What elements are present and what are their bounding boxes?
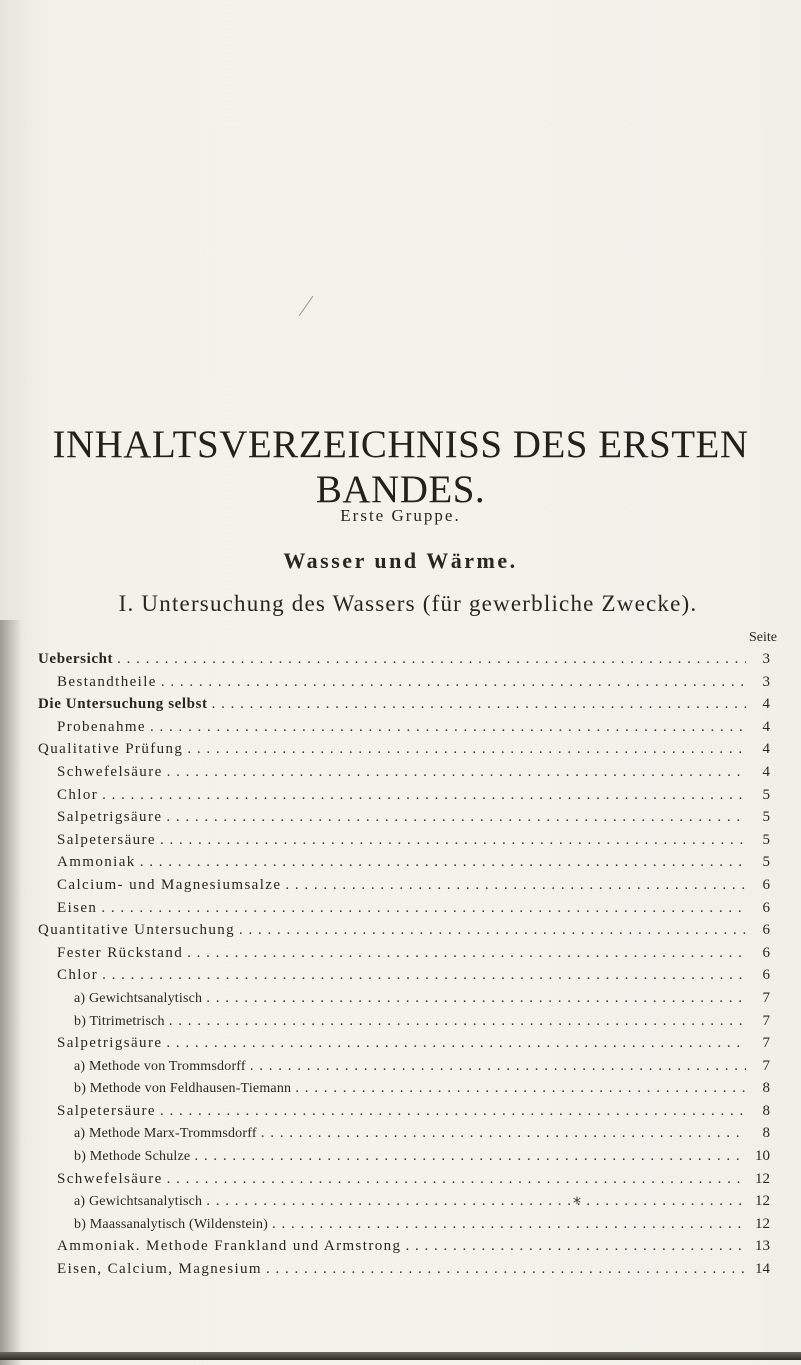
toc-entry [38,671,770,694]
toc-page-number: 6 [762,876,770,893]
toc-page-number: 3 [762,651,770,667]
toc-page-number: 6 [762,967,770,984]
part-heading: Wasser und Wärme. [283,548,518,573]
toc-page-number: 4 [762,696,770,713]
toc-page-number: 8 [762,1080,770,1097]
dot-leader [261,1122,746,1145]
toc-entry [38,874,770,897]
toc-entry [38,761,770,784]
toc-page-number: 5 [762,786,770,803]
dot-leader [206,987,746,1010]
dot-leader [250,1055,746,1078]
toc-page-number: 7 [762,989,770,1006]
toc-entry-label: b) Titrimetrisch [74,1013,165,1029]
toc-page-number: 8 [762,1125,770,1142]
toc-page-number: 7 [762,1012,770,1029]
section-heading: I. Untersuchung des Wassers (für gewerbliche Zwecke). [118,591,698,616]
toc-entry [38,1213,770,1236]
toc-entry-label: Qualitative Prüfung [38,741,184,758]
toc-page-number: 6 [762,899,770,916]
toc-entry-label: Chlor [57,967,99,984]
toc-entry [38,919,770,942]
toc-entry [38,693,770,716]
toc-entry-label: a) Methode Marx-Trommsdorff [74,1126,257,1142]
dot-leader [160,829,746,852]
toc-entry-label: Salpetersäure [57,831,156,848]
toc-entry-label: Salpetersäure [57,1102,156,1119]
toc-entry-label: b) Maassanalytisch (Wildenstein) [74,1216,269,1232]
toc-entry [38,716,770,739]
toc-entry [38,1077,770,1100]
toc-page-number: 13 [755,1238,770,1255]
toc-entry [38,1235,770,1258]
toc-entry-label: Probenahme [57,718,146,735]
toc-page-number: 3 [762,673,770,690]
group-heading: Erste Gruppe. [340,506,461,525]
toc-entry-label: Eisen, Calcium, Magnesium [57,1261,262,1278]
dot-leader [150,716,746,739]
dot-leader [295,1077,746,1100]
toc-entry [38,829,770,852]
dot-leader [206,1190,746,1213]
toc-page-number: 12 [755,1215,770,1232]
dot-leader [160,1100,746,1123]
toc-entry [38,1145,770,1168]
toc-entry-label: Schwefelsäure [57,1170,163,1187]
toc-page-number: 7 [762,1057,770,1074]
dot-leader [239,919,746,942]
toc-page-number: 6 [762,944,770,961]
toc-entry [38,738,770,761]
page-title: INHALTSVERZEICHNISS DES ERSTEN BANDES. [52,423,749,512]
toc-entry [38,784,770,807]
pencil-stroke-mark [296,294,316,318]
dot-leader [166,1032,746,1055]
toc-entry [38,964,770,987]
toc-entry-label: Ammoniak [57,854,136,871]
dot-leader [101,897,746,920]
footnote-asterisk: * [573,1193,581,1212]
toc-entry-label: Salpetrigsäure [57,1035,163,1052]
toc-entry [38,806,770,829]
dot-leader [167,761,746,784]
dot-leader [169,1010,746,1033]
toc-entry [38,851,770,874]
dot-leader [161,671,746,694]
toc-entry-label: Bestandtheile [57,673,157,690]
dot-leader [266,1258,746,1281]
dot-leader [166,806,746,829]
dot-leader [117,648,746,671]
toc-page-number: 4 [762,718,770,735]
toc-entry [38,1055,770,1078]
toc-entry [38,1100,770,1123]
toc-entry-label: Uebersicht [38,651,114,667]
dot-leader [405,1235,746,1258]
dot-leader [212,693,746,716]
toc-entry [38,1258,770,1281]
toc-entry [38,1122,770,1145]
toc-entry [38,1168,770,1191]
toc-entry [38,987,770,1010]
toc-entry [38,897,770,920]
dot-leader [285,874,746,897]
dot-leader [187,942,746,965]
dot-leader [167,1168,746,1191]
toc-entry-label: Salpetrigsäure [57,809,163,826]
dot-leader [194,1145,746,1168]
toc-entry-label: b) Methode von Feldhausen-Tiemann [74,1081,292,1097]
toc-entry-label: Quantitative Untersuchung [38,922,236,939]
toc-entry [38,1190,770,1213]
toc-page-number: 4 [762,763,770,780]
toc-page-number: 5 [762,854,770,871]
toc-entry-label: Calcium- und Magnesiumsalze [57,876,282,893]
page-bottom-edge [0,1352,801,1360]
toc-entry [38,1010,770,1033]
dot-leader [102,784,746,807]
dot-leader [102,964,746,987]
toc-entry-label: Ammoniak. Methode Frankland und Armstrong [57,1238,402,1255]
toc-entry-label: Chlor [57,786,99,803]
toc-page-number: 12 [755,1193,770,1210]
toc-page-number: 12 [755,1170,770,1187]
toc-page-number: 4 [762,741,770,758]
dot-leader [187,738,746,761]
toc-entry-label: a) Gewichtsanalytisch [74,990,203,1006]
toc-entry [38,1032,770,1055]
toc-page-number: 10 [755,1148,770,1165]
spine-shadow [0,620,22,1365]
toc-entry-label: a) Gewichtsanalytisch [74,1194,203,1210]
dot-leader [272,1213,746,1236]
table-of-contents [38,648,770,1281]
page-column-label: Seite [749,630,777,645]
toc-entry-label: b) Methode Schulze [74,1149,191,1165]
toc-page-number: 5 [762,831,770,848]
toc-page-number: 5 [762,809,770,826]
toc-entry-label: Die Untersuchung selbst [38,696,208,713]
dot-leader [140,851,746,874]
toc-entry-label: Fester Rückstand [57,944,184,961]
toc-page-number: 8 [762,1102,770,1119]
toc-entry [38,648,770,671]
toc-page-number: 14 [755,1261,770,1278]
toc-page-number: 7 [762,1035,770,1052]
toc-page-number: 6 [762,922,770,939]
toc-entry-label: a) Methode von Trommsdorff [74,1058,246,1074]
toc-entry [38,942,770,965]
toc-entry-label: Schwefelsäure [57,763,163,780]
toc-entry-label: Eisen [57,899,98,916]
